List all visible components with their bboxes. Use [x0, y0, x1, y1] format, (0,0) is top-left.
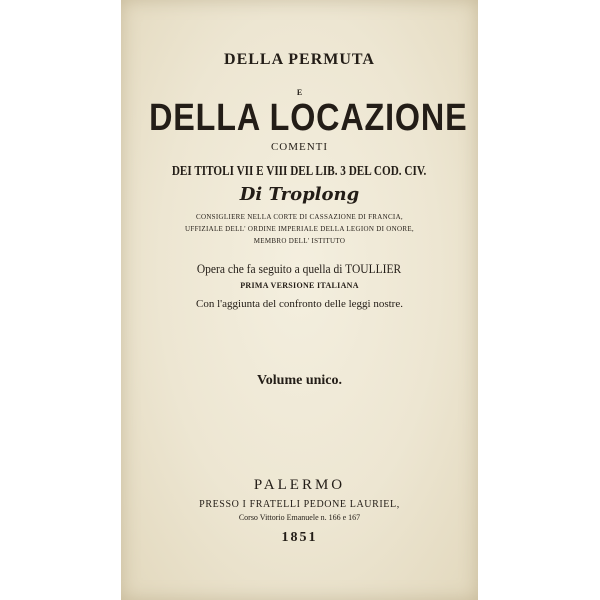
publisher-address: Corso Vittorio Emanuele n. 166 e 167 [238, 513, 361, 522]
author-credential: MEMBRO DELL' ISTITUTO [253, 237, 346, 245]
publication-year: 1851 [281, 530, 318, 545]
pre-title: DELLA PERMUTA [224, 51, 375, 68]
addition-line: Con l'aggiunta del confronto delle leggi nostre. [196, 298, 403, 310]
title-conjunction: E [296, 88, 303, 97]
main-title-line [121, 97, 478, 140]
edition-line: PRIMA VERSIONE ITALIANA [240, 281, 359, 290]
author-credential: CONSIGLIERE NELLA CORTE DI CASSAZIONE DI FRANCIA, [196, 213, 403, 221]
titles-line: DEI TITOLI VII E VIII DEL LIB. 3 DEL COD. CIV. [172, 164, 427, 179]
main-title: DELLA LOCAZIONE [149, 97, 468, 139]
volume-label: Volume unico. [256, 373, 343, 388]
continuation-line: Opera che fa seguito a quella di TOULLIER [197, 262, 402, 276]
publication-city: PALERMO [253, 477, 346, 493]
comenti-label: COMENTI [270, 141, 329, 153]
author-name: Di Troplong [239, 184, 360, 205]
author-credential: UFFIZIALE DELL' ORDINE IMPERIALE DELLA LEGION DI ONORE, [185, 225, 414, 233]
title-page [121, 0, 478, 600]
publisher-line: PRESSO I FRATELLI PEDONE LAURIEL, [199, 499, 400, 510]
continuation-line-row [121, 258, 478, 277]
titles-line-row [121, 160, 478, 180]
